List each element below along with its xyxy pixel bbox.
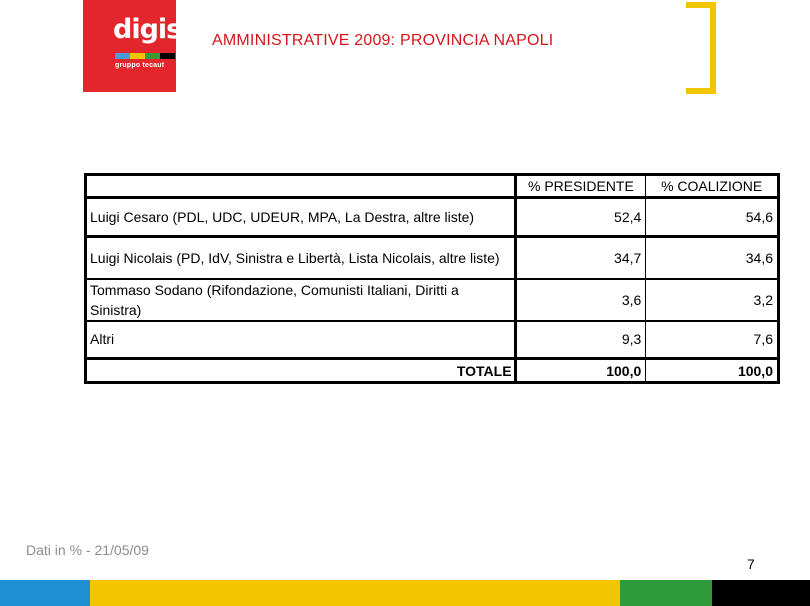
header-cell-presidente: % PRESIDENTE [515,175,646,198]
logo-stripe-black [160,53,175,59]
table-row [86,321,779,359]
presidente-value: 3,6 [515,279,646,321]
header-cell-empty [86,175,516,198]
presidente-value: 52,4 [515,198,646,237]
total-presidente-value: 100,0 [515,359,646,383]
table-row [86,279,779,321]
logo-brand-text: digis [113,14,182,45]
bar-segment-blue [0,580,90,606]
candidate-label: Luigi Cesaro (PDL, UDC, UDEUR, MPA, La Destra, altre liste) [86,198,516,237]
total-label: TOTALE [86,359,516,383]
presidente-value: 9,3 [515,321,646,359]
candidate-label: Tommaso Sodano (Rifondazione, Comunisti Italiani, Diritti a Sinistra) [86,279,516,321]
header-cell-coalizione: % COALIZIONE [646,175,779,198]
presidente-value: 34,7 [515,237,646,279]
bar-segment-black [712,580,810,606]
coalizione-value: 3,2 [646,279,779,321]
logo-tagline: gruppo tecaut [115,62,165,69]
bar-segment-yellow [90,580,620,606]
bar-segment-green [620,580,712,606]
table-header-row [86,175,779,198]
coalizione-value: 7,6 [646,321,779,359]
table-row [86,198,779,237]
results-table [84,173,780,384]
decorative-bracket [686,2,716,94]
logo-stripe-yellow [130,53,145,59]
coalizione-value: 34,6 [646,237,779,279]
table-total-row [86,359,779,383]
table-row [86,237,779,279]
logo-stripe-green [145,53,160,59]
coalizione-value: 54,6 [646,198,779,237]
candidate-label: Altri [86,321,516,359]
candidate-label: Luigi Nicolais (PD, IdV, Sinistra e Libertà, Lista Nicolais, altre liste) [86,237,516,279]
total-coalizione-value: 100,0 [646,359,779,383]
bottom-color-bar [0,580,810,606]
logo-stripe-blue [115,53,130,59]
digis-logo [83,0,182,92]
logo-color-stripes [115,53,175,59]
slide-title: AMMINISTRATIVE 2009: PROVINCIA NAPOLI [212,32,554,49]
page-number: 7 [747,556,755,572]
data-source-note: Dati in % - 21/05/09 [26,542,149,558]
